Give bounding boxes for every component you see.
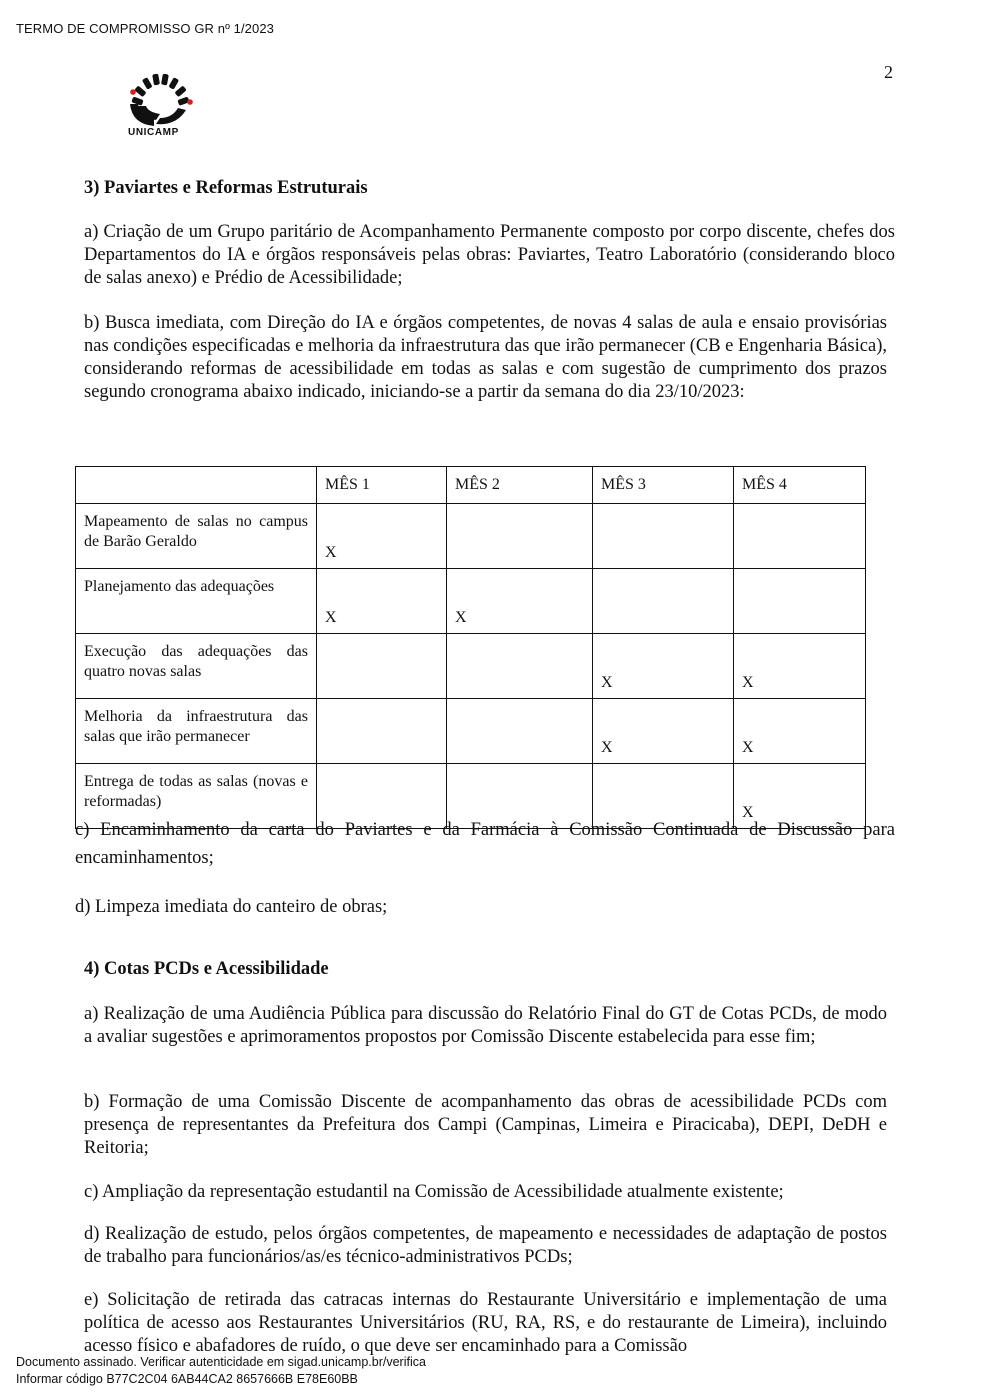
table-header-cell	[76, 467, 317, 504]
month-cell: X	[593, 699, 734, 764]
section-3-item-c: c) Encaminhamento da carta do Paviartes e da Farmácia à Comissão Continuada de Discussão para encaminhamentos;	[75, 820, 895, 868]
section-4-item-b: b) Formação de uma Comissão Discente de acompanhamento das obras de acessibilidade PCDs com presença de representantes da Prefeitura dos Campi (Campinas, Limeira e Piracicaba), DEPI, DeDH e Reitoria;	[84, 1092, 887, 1158]
activity-cell: Mapeamento de salas no campus de Barão Geraldo	[76, 504, 317, 569]
page-number: 2	[884, 62, 893, 82]
month-cell	[734, 504, 866, 569]
section-4-item-a: a) Realização de uma Audiência Pública para discussão do Relatório Final do GT de Cotas PCDs, de modo a avaliar sugestões e aprimoramentos propostos por Comissão Discente estabelecida para esse fim;	[84, 1004, 887, 1047]
month-cell	[447, 699, 593, 764]
section-4-title: 4) Cotas PCDs e Acessibilidade	[84, 959, 329, 979]
month-cell: X	[734, 699, 866, 764]
section-3-title: 3) Paviartes e Reformas Estruturais	[84, 178, 368, 198]
table-header-cell: MÊS 1	[317, 467, 447, 504]
section-4-item-d: d) Realização de estudo, pelos órgãos competentes, de mapeamento e necessidades de adaptação de postos de trabalho para funcionários/as/es técnico-administrativos PCDs;	[84, 1224, 887, 1267]
section-3-item-b: b) Busca imediata, com Direção do IA e órgãos competentes, de novas 4 salas de aula e ensaio provisórias nas condições especificadas e melhoria da infraestrutura das que irão permanecer (CB e Engenharia Básica), considerando reformas de acessibilidade em todas as salas e com sugestão de cumprimento dos prazos segundo cronograma abaixo indicado, iniciando-se a partir da semana do dia 23/10/2023:	[84, 313, 887, 402]
month-cell	[447, 504, 593, 569]
month-cell	[317, 634, 447, 699]
document-header: TERMO DE COMPROMISSO GR nº 1/2023	[16, 21, 274, 36]
month-cell: X	[317, 504, 447, 569]
schedule-table	[75, 466, 866, 829]
activity-cell: Planejamento das adequações	[76, 569, 317, 634]
month-cell	[317, 699, 447, 764]
table-row	[76, 504, 866, 569]
month-cell: X	[317, 569, 447, 634]
activity-cell: Execução das adequações das quatro novas salas	[76, 634, 317, 699]
month-cell: X	[447, 569, 593, 634]
month-cell	[734, 569, 866, 634]
month-cell	[447, 634, 593, 699]
section-3-item-d: d) Limpeza imediata do canteiro de obras;	[75, 897, 388, 917]
table-header-cell: MÊS 3	[593, 467, 734, 504]
section-4-item-e: e) Solicitação de retirada das catracas internas do Restaurante Universitário e implementação de uma política de acesso aos Restaurantes Universitários (RU, RA, RS, e do restaurante de Limeira), incluindo acesso físico e abafadores de ruído, o que deve ser encaminhado para a Comissão	[84, 1290, 887, 1356]
verification-code: Informar código B77C2C04 6AB44CA2 8657666B E78E60BB	[16, 1372, 358, 1386]
activity-cell: Entrega de todas as salas (novas e reformadas)	[76, 764, 317, 829]
month-cell	[593, 504, 734, 569]
activity-cell: Melhoria da infraestrutura das salas que irão permanecer	[76, 699, 317, 764]
table-row	[76, 569, 866, 634]
month-cell: X	[593, 634, 734, 699]
table-header-cell: MÊS 4	[734, 467, 866, 504]
month-cell: X	[734, 634, 866, 699]
table-row	[76, 699, 866, 764]
section-4-item-c: c) Ampliação da representação estudantil na Comissão de Acessibilidade atualmente existente;	[84, 1182, 784, 1202]
signature-notice: Documento assinado. Verificar autenticidade em sigad.unicamp.br/verifica	[16, 1355, 426, 1369]
month-cell	[593, 569, 734, 634]
month-cell: X	[734, 764, 866, 829]
table-header-row	[76, 467, 866, 504]
table-header-cell: MÊS 2	[447, 467, 593, 504]
logo-wordmark: UNICAMP	[128, 127, 179, 138]
section-3-item-a: a) Criação de um Grupo paritário de Acompanhamento Permanente composto por corpo discente, chefes dos Departamentos do IA e órgãos responsáveis pelas obras: Paviartes, Teatro Laboratório (considerando bloco de salas anexo) e Prédio de Acessibilidade;	[84, 222, 895, 288]
table-row	[76, 634, 866, 699]
